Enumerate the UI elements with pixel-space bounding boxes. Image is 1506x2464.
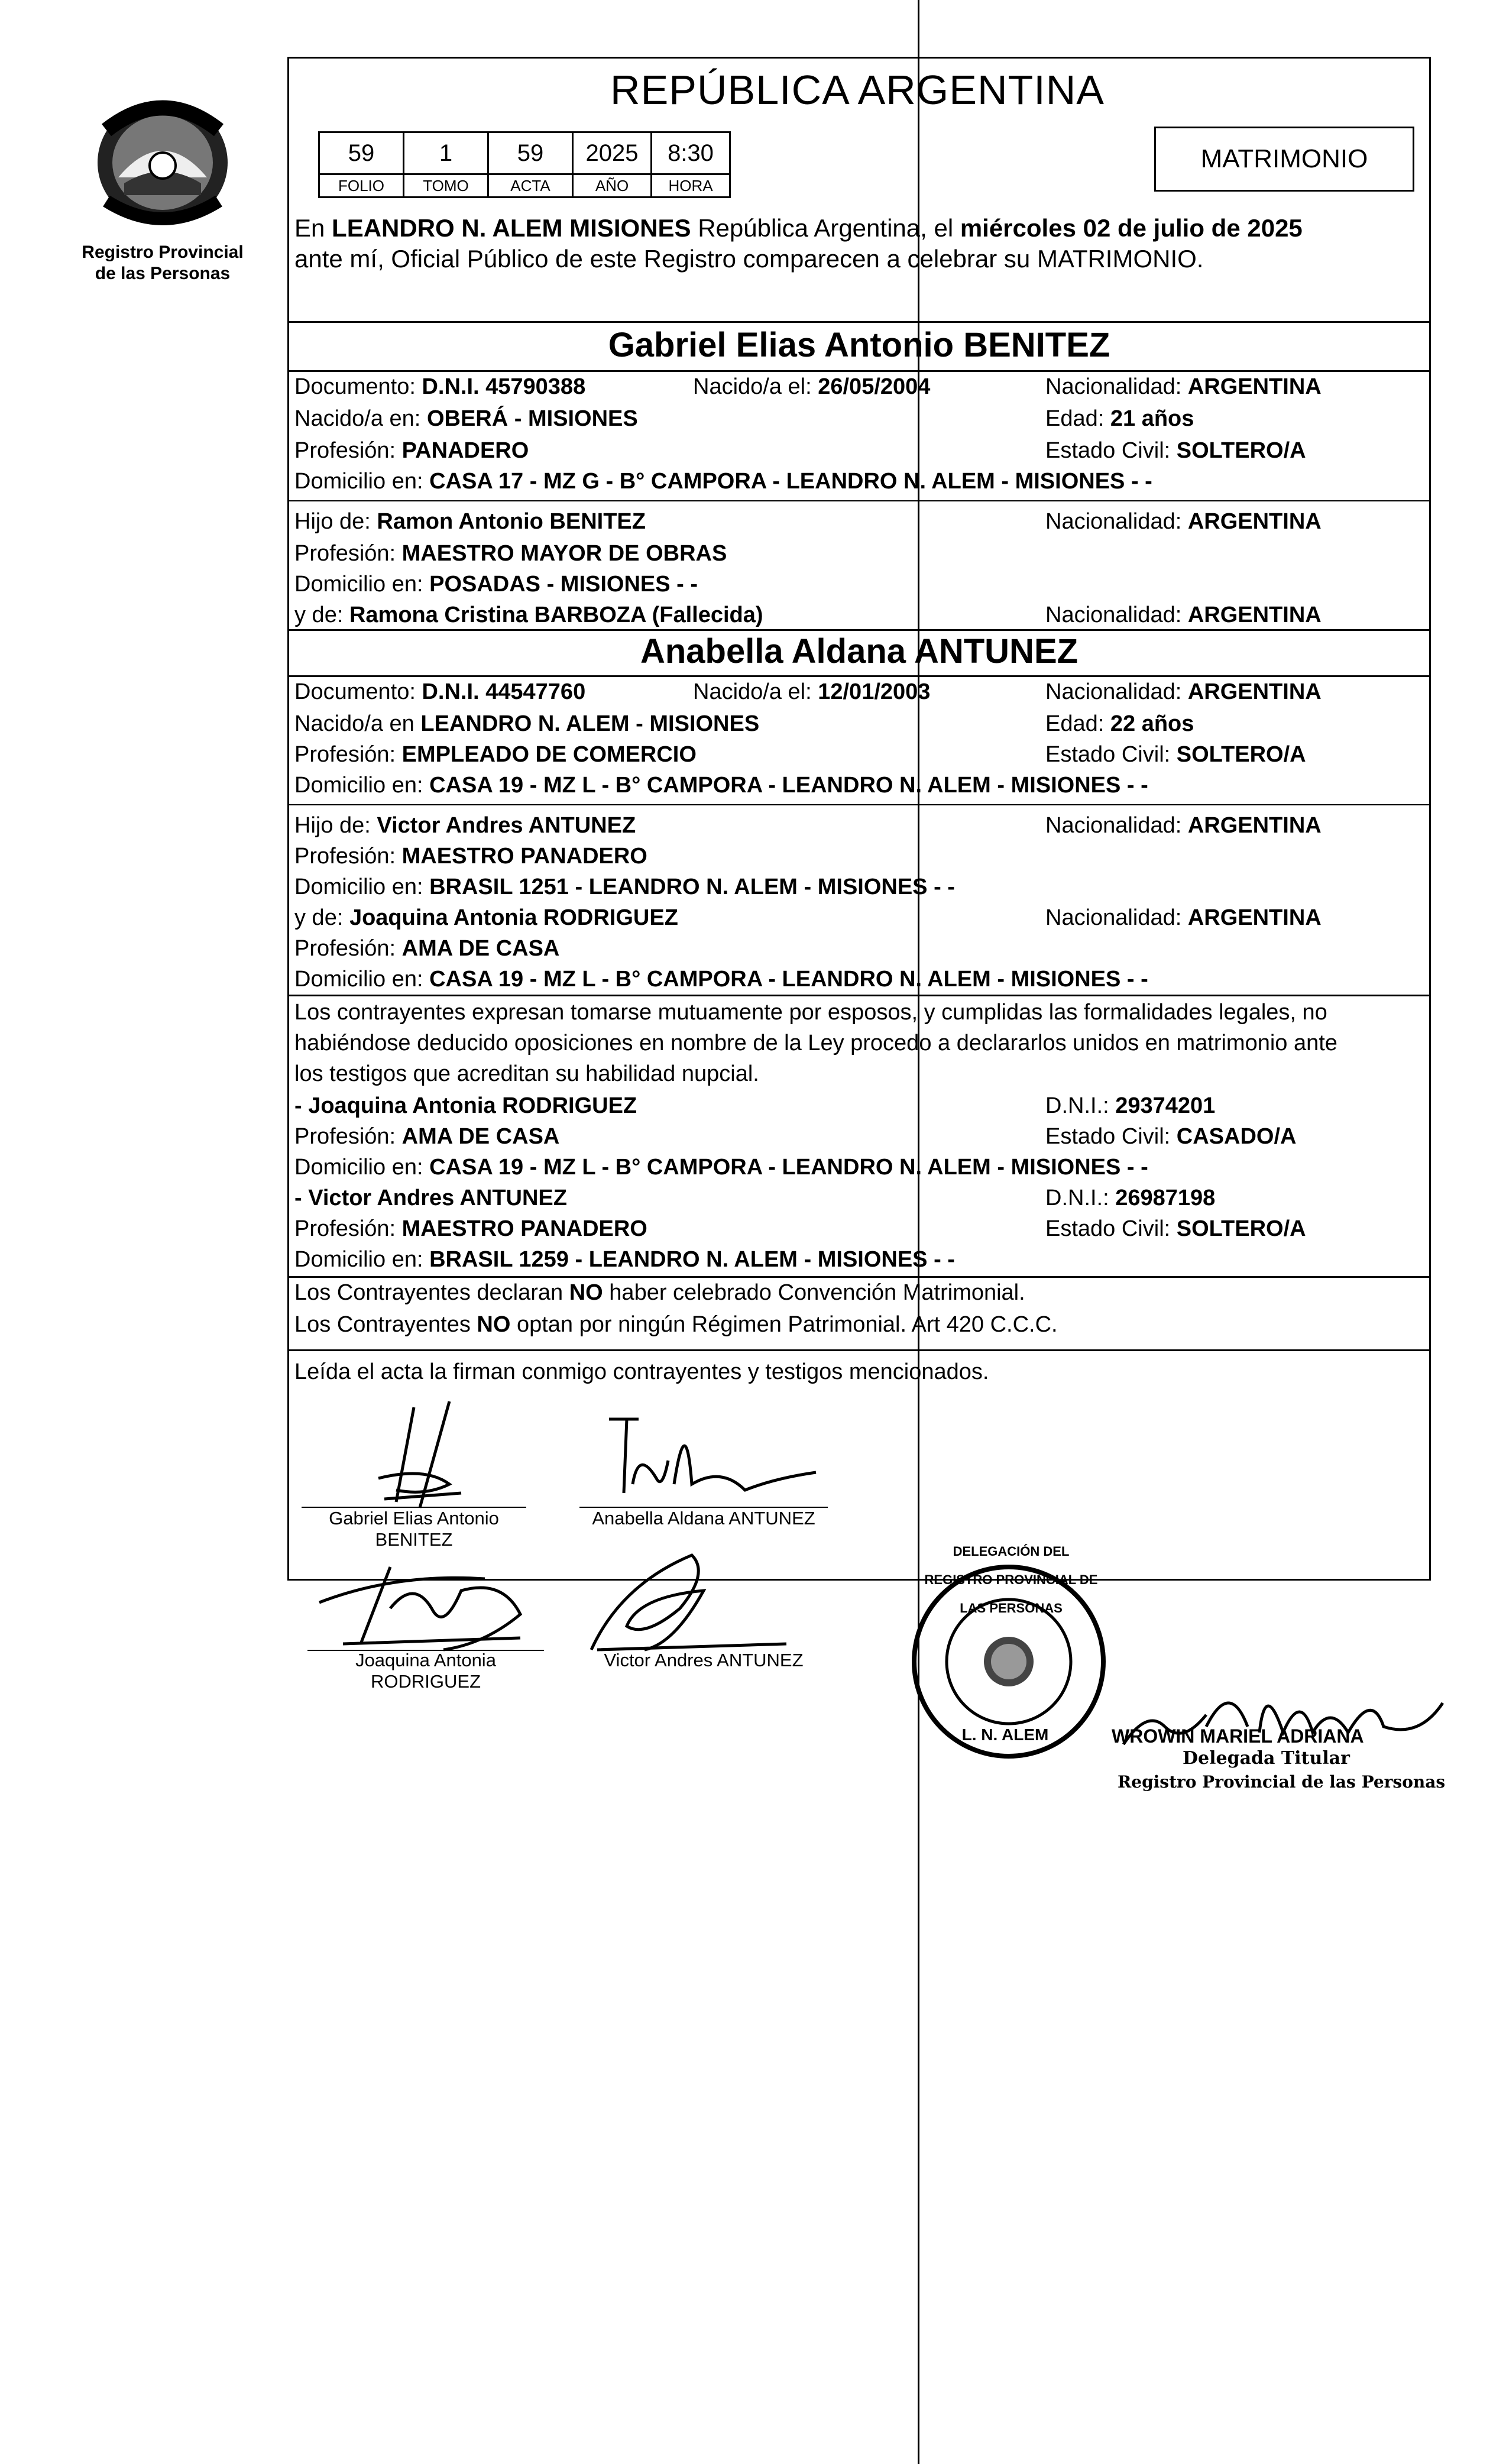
spouse2-nat-row: Nacionalidad: ARGENTINA	[1045, 679, 1322, 704]
intro-line2: ante mí, Oficial Público de este Registro comparecen a celebrar su MATRIMONIO.	[294, 245, 1204, 273]
spouse2-father-addr-row: Domicilio en: BRASIL 1251 - LEANDRO N. ALEM - MISIONES - -	[294, 875, 955, 899]
spouse2-name: Anabella Aldana ANTUNEZ	[640, 632, 1079, 671]
divider	[289, 804, 1430, 805]
divider	[289, 995, 1430, 996]
divider	[289, 675, 1430, 677]
official-title: Delegada Titular	[1183, 1748, 1350, 1769]
witness1-dni-row: D.N.I.: 29374201	[1045, 1093, 1216, 1118]
spouse1-father-row: Hijo de: Ramon Antonio BENITEZ	[294, 509, 646, 534]
registry-name-line2: de las Personas	[95, 264, 231, 283]
convention-line2: Los Contrayentes NO optan por ningún Régimen Patrimonial. Art 420 C.C.C.	[294, 1312, 1058, 1337]
official-office: Registro Provincial de las Personas	[1118, 1772, 1446, 1792]
witness2-civil-row: Estado Civil: SOLTERO/A	[1045, 1216, 1306, 1241]
intro-place: LEANDRO N. ALEM MISIONES	[332, 214, 691, 242]
spouse1-father-nat-row: Nacionalidad: ARGENTINA	[1045, 509, 1322, 534]
convention-line1: Los Contrayentes declaran NO haber celebrado Convención Matrimonial.	[294, 1280, 1025, 1305]
intro-mid: República Argentina, el	[698, 214, 954, 242]
declaration-line1: Los contrayentes expresan tomarse mutuamente por esposos, y cumplidas las formalidades legales, no	[294, 1000, 1327, 1025]
spouse1-addr-row: Domicilio en: CASA 17 - MZ G - B° CAMPORA - LEANDRO N. ALEM - MISIONES - -	[294, 469, 1152, 494]
spouse1-father-addr-row: Domicilio en: POSADAS - MISIONES - -	[294, 572, 698, 597]
spouse2-prof-row: Profesión: EMPLEADO DE COMERCIO	[294, 742, 697, 767]
tomo-value: 1	[404, 132, 488, 174]
tomo-label: TOMO	[404, 174, 488, 197]
spouse2-father-prof-row: Profesión: MAESTRO PANADERO	[294, 844, 647, 869]
divider	[289, 1276, 1430, 1278]
witness2-prof-row: Profesión: MAESTRO PANADERO	[294, 1216, 647, 1241]
spouse2-doc-row: Documento: D.N.I. 44547760	[294, 679, 586, 704]
spouse1-father-prof-row: Profesión: MAESTRO MAYOR DE OBRAS	[294, 541, 727, 566]
spouse2-mother-prof-row: Profesión: AMA DE CASA	[294, 936, 560, 961]
reference-table	[318, 131, 731, 198]
spouse2-father-nat-row: Nacionalidad: ARGENTINA	[1045, 813, 1322, 838]
spouse1-doc-row: Documento: D.N.I. 45790388	[294, 374, 586, 399]
witness1-name: - Joaquina Antonia RODRIGUEZ	[294, 1093, 637, 1118]
spouse2-sig-name: Anabella Aldana ANTUNEZ	[592, 1508, 815, 1529]
official-name: WROWIN MARIEL ADRIANA	[1112, 1725, 1364, 1747]
witness1-civil-row: Estado Civil: CASADO/A	[1045, 1124, 1297, 1149]
spouse1-name: Gabriel Elias Antonio BENITEZ	[608, 326, 1110, 364]
spouse2-born-row: Nacido/a el: 12/01/2003	[693, 679, 931, 704]
spouse1-nat-row: Nacionalidad: ARGENTINA	[1045, 374, 1322, 399]
closing-statement: Leída el acta la firman conmigo contrayentes y testigos mencionados.	[294, 1359, 989, 1384]
page-title: REPÚBLICA ARGENTINA	[610, 67, 1105, 113]
spouse2-addr-row: Domicilio en: CASA 19 - MZ L - B° CAMPORA - LEANDRO N. ALEM - MISIONES - -	[294, 773, 1148, 798]
stamp-ring-text: DELEGACIÓN DEL REGISTRO PROVINCIAL DE LAS PERSONAS	[924, 1544, 1098, 1615]
act-type-box	[1154, 127, 1414, 192]
spouse2-mother-row: y de: Joaquina Antonia RODRIGUEZ	[294, 905, 678, 930]
spouse1-sig-name: Gabriel Elias Antonio BENITEZ	[329, 1508, 499, 1550]
acta-label: ACTA	[488, 174, 573, 197]
spouse1-prof-row: Profesión: PANADERO	[294, 438, 529, 463]
emblem-icon	[83, 89, 242, 231]
witness2-sig-name: Victor Andres ANTUNEZ	[604, 1650, 804, 1670]
hora-value: 8:30	[652, 132, 730, 174]
spouse2-mother-nat-row: Nacionalidad: ARGENTINA	[1045, 905, 1322, 930]
stamp-center-text: L. N. ALEM	[961, 1725, 1049, 1744]
spouse1-born-row: Nacido/a el: 26/05/2004	[693, 374, 931, 399]
folio-label: FOLIO	[319, 174, 404, 197]
spouse2-birthplace-row: Nacido/a en LEANDRO N. ALEM - MISIONES	[294, 711, 760, 736]
witness1-prof-row: Profesión: AMA DE CASA	[294, 1124, 560, 1149]
anio-label: AÑO	[573, 174, 652, 197]
spouse1-civil-row: Estado Civil: SOLTERO/A	[1045, 438, 1306, 463]
spouse2-mother-addr-row: Domicilio en: CASA 19 - MZ L - B° CAMPORA - LEANDRO N. ALEM - MISIONES - -	[294, 967, 1148, 992]
divider	[289, 1349, 1430, 1351]
intro-line1	[294, 214, 1303, 242]
divider	[289, 629, 1430, 631]
registry-name-line1: Registro Provincial	[82, 242, 244, 262]
spouse2-father-row: Hijo de: Victor Andres ANTUNEZ	[294, 813, 636, 838]
witness2-signature	[574, 1537, 822, 1656]
spouse1-signature	[307, 1395, 544, 1514]
divider	[289, 321, 1430, 323]
witness1-sig-name: Joaquina Antonia RODRIGUEZ	[355, 1650, 496, 1692]
spouse1-mother-nat-row: Nacionalidad: ARGENTINA	[1045, 603, 1322, 627]
spouse2-civil-row: Estado Civil: SOLTERO/A	[1045, 742, 1306, 767]
spouse1-birthplace-row: Nacido/a en: OBERÁ - MISIONES	[294, 406, 638, 431]
divider	[289, 500, 1430, 501]
divider	[289, 370, 1430, 372]
witness1-signature	[307, 1543, 568, 1662]
declaration-line2: habiéndose deducido oposiciones en nombre de la Ley procedo a declararlos unidos en matrimonio ante	[294, 1031, 1337, 1055]
spouse1-age-row: Edad: 21 años	[1045, 406, 1194, 431]
anio-value: 2025	[573, 132, 652, 174]
witness2-name: - Victor Andres ANTUNEZ	[294, 1186, 567, 1210]
folio-value: 59	[319, 132, 404, 174]
intro-date: miércoles 02 de julio de 2025	[960, 214, 1303, 242]
spouse2-signature	[579, 1395, 851, 1514]
witness1-addr-row: Domicilio en: CASA 19 - MZ L - B° CAMPORA - LEANDRO N. ALEM - MISIONES - -	[294, 1155, 1148, 1180]
spouse2-age-row: Edad: 22 años	[1045, 711, 1194, 736]
spouse1-mother-row: y de: Ramona Cristina BARBOZA (Fallecida)	[294, 603, 763, 627]
hora-label: HORA	[652, 174, 730, 197]
intro-prefix: En	[294, 214, 325, 242]
acta-value: 59	[488, 132, 573, 174]
witness2-addr-row: Domicilio en: BRASIL 1259 - LEANDRO N. ALEM - MISIONES - -	[294, 1247, 955, 1272]
registry-emblem	[83, 89, 242, 231]
act-type: MATRIMONIO	[1200, 144, 1368, 173]
declaration-line3: los testigos que acreditan su habilidad nupcial.	[294, 1061, 759, 1086]
witness2-dni-row: D.N.I.: 26987198	[1045, 1186, 1216, 1210]
